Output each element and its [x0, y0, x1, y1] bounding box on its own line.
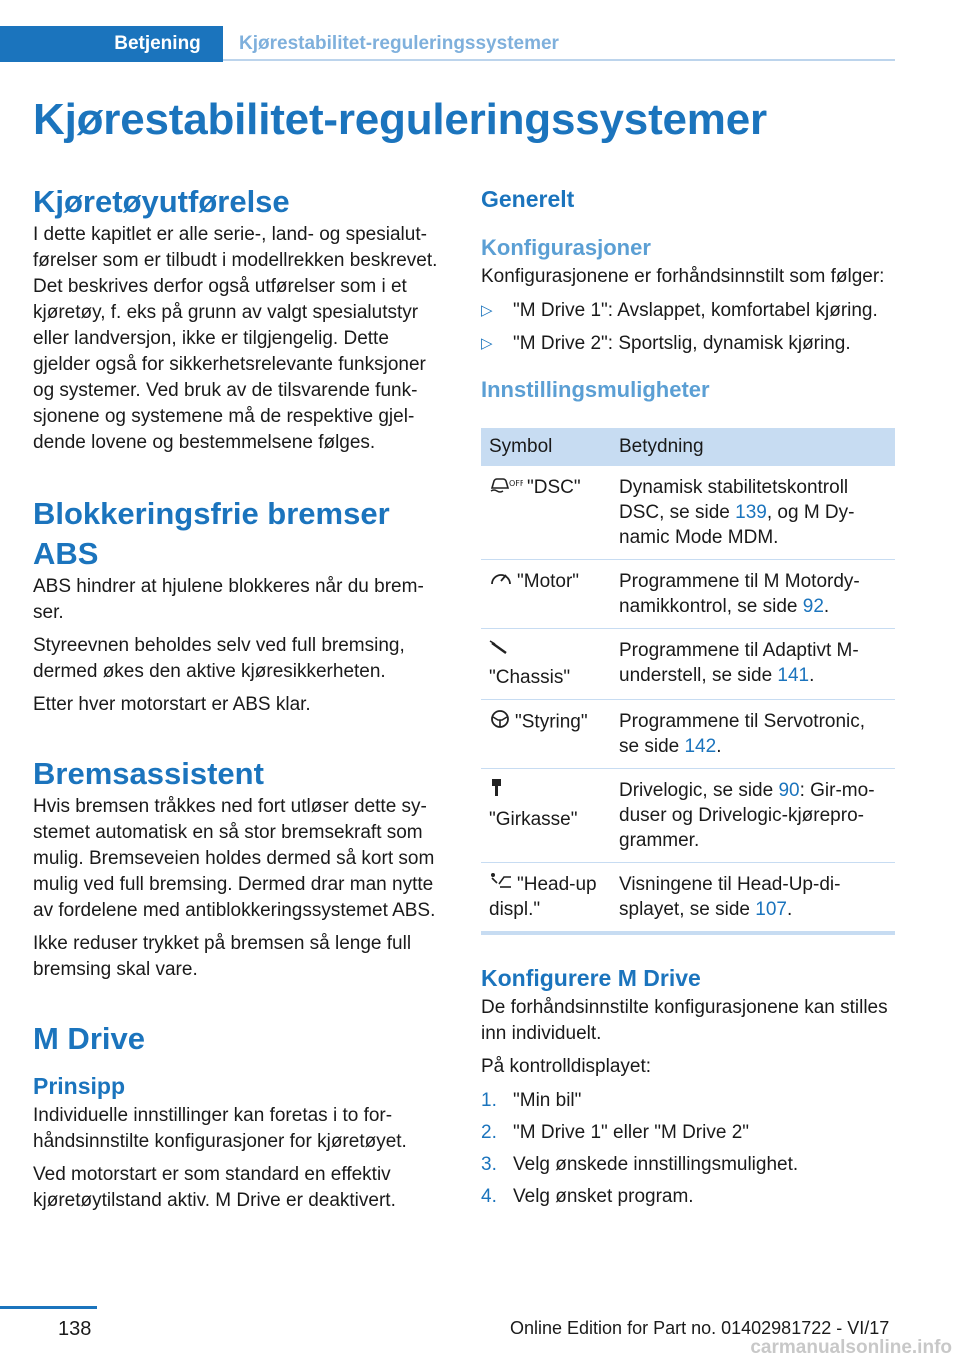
symbol-label: "Styring"	[515, 711, 588, 733]
symbol-label: "Motor"	[517, 571, 580, 592]
page-ref-link[interactable]: 90	[778, 780, 800, 801]
paragraph-konfigurere-1: De forhåndsinnstilte konfigurasjonene kan stilles inn individuelt.	[481, 997, 888, 1045]
paragraph-konfigurasjoner: Konfigurasjonene er forhåndsinnstilt som følger:	[481, 266, 885, 287]
heading-prinsipp: Prinsipp	[33, 1073, 126, 1099]
symbol-label: "Chassis"	[489, 667, 571, 688]
settings-table	[481, 428, 895, 935]
page-ref-link[interactable]: 142	[684, 736, 717, 757]
paragraph-abs-3: Etter hver motorstart er ABS klar.	[33, 694, 311, 715]
steering-wheel-icon	[489, 709, 511, 736]
footer-edition: Online Edition for Part no. 01402981722 - VI/17	[510, 1318, 890, 1338]
list-item: ▷ "M Drive 2": Sportslig, dynamisk kjøring.	[481, 331, 895, 357]
table-row: "Styring" Programmene til Servotronic, se side 142.	[481, 700, 895, 769]
triangle-bullet-icon: ▷	[481, 302, 493, 319]
page-header	[0, 26, 960, 62]
list-item: 3. Velg ønskede innstillingsmulighet.	[481, 1154, 799, 1176]
triangle-bullet-icon: ▷	[481, 335, 493, 352]
page-ref-link[interactable]: 139	[735, 502, 767, 523]
header-section-tab[interactable]: Betjening	[92, 26, 223, 62]
table-row: "Chassis" Programmene til Adaptivt M-understell, se side 141.	[481, 629, 895, 700]
watermark: carmanualsonline.info	[750, 1337, 952, 1358]
page-title: Kjørestabilitet-reguleringssystemer	[33, 95, 767, 144]
paragraph-konfigurere-2: På kontrolldisplayet:	[481, 1056, 652, 1078]
table-row: OFF "DSC" Dynamisk stabilitetskontroll DSC, se side 139, og M Dynamic Mode MDM.	[481, 466, 895, 560]
column-header-symbol: Symbol	[481, 428, 611, 466]
symbol-label: "DSC"	[527, 477, 581, 498]
page-number: 138	[58, 1318, 92, 1340]
list-item: ▷ "M Drive 1": Avslappet, komfortabel kjøring.	[481, 298, 895, 324]
paragraph-kjoretoyutforelse: I dette kapitlet er alle serie-, land- og spesialutførelser som er tilbudt i modellrekken beskrevet. Det beskrives derfor også utførelser som i et kjøretøy, f. eks på grunn av valgt spesialutstyr eller landversjon, ikke er tilgjengelig. Dette gjelder også for sikkerhetsrelevante funksjoner og systemer. Ved bruk av de tilsvarende funksjonene og systemene må de respektive gjeldende lovene og bestemmelsene følges.	[33, 224, 438, 453]
engine-gauge-icon	[489, 569, 513, 594]
left-column	[33, 182, 448, 1214]
gear-shift-icon	[489, 778, 599, 805]
config-bullet-list	[481, 298, 895, 357]
paragraph-bremsassistent-1: Hvis bremsen tråkkes ned fort utløser dette systemet automatisk en så stor bremsekraft som mulig. Bremseveien holdes dermed så kort som mulig ved full bremsing. Dermed drar man nytte av fordelene med antiblokkeringssystemet ABS.	[33, 796, 436, 921]
paragraph-bremsassistent-2: Ikke reduser trykket på bremsen så lenge full bremsing skal vare.	[33, 933, 412, 980]
header-divider	[223, 59, 895, 61]
symbol-label: "Head-up displ."	[489, 874, 597, 921]
heading-konfigurasjoner: Konfigurasjoner	[481, 235, 651, 260]
heading-abs: Blokkeringsfrie bremser ABS	[33, 496, 390, 571]
steps-list	[481, 1088, 895, 1210]
paragraph-abs-2: Styreevnen beholdes selv ved full bremsing, dermed økes den aktive kjøresikkerheten.	[33, 635, 405, 682]
list-item: 1. "Min bil"	[481, 1090, 582, 1112]
heading-bremsassistent: Bremsassistent	[33, 756, 264, 791]
paragraph-prinsipp-1: Individuelle innstillinger kan foretas i to forhåndsinnstilte konfigurasjoner for kjøretøyet.	[33, 1105, 407, 1152]
table-row: "Head-up displ." Visningene til Head-Up-displayet, se side 107.	[481, 863, 895, 934]
heading-generelt: Generelt	[481, 186, 575, 212]
heading-kjoretoyutforelse: Kjøretøyutførelse	[33, 184, 290, 219]
table-row: "Motor" Programmene til M Motordynamikkontrol, se side 92.	[481, 560, 895, 629]
heading-innstillingsmuligheter: Innstillingsmuligheter	[481, 377, 710, 402]
list-item: 2. "M Drive 1" eller "M Drive 2"	[481, 1122, 750, 1144]
dsc-off-icon	[489, 475, 523, 500]
paragraph-prinsipp-2: Ved motorstart er som standard en effektiv kjøretøytilstand aktiv. M Drive er deaktivert.	[33, 1164, 396, 1211]
page-ref-link[interactable]: 107	[755, 899, 787, 920]
heading-m-drive: M Drive	[33, 1021, 145, 1056]
table-row: "Girkasse" Drivelogic, se side 90: Gir-moduser og Drivelogic-kjøreprogrammer.	[481, 769, 895, 863]
column-header-betydning: Betydning	[611, 428, 895, 466]
svg-text:OFF: OFF	[509, 479, 523, 489]
table-header-row	[481, 428, 895, 466]
page-ref-link[interactable]: 141	[777, 665, 810, 686]
header-breadcrumb[interactable]: Kjørestabilitet-reguleringssystemer	[239, 33, 559, 54]
footer-accent-line	[0, 1306, 97, 1309]
right-column	[481, 182, 895, 1216]
paragraph-abs-1: ABS hindrer at hjulene blokkeres når du bremser.	[33, 576, 424, 623]
header-accent-bar	[0, 26, 92, 62]
head-up-display-icon	[489, 872, 513, 897]
symbol-label: "Girkasse"	[489, 809, 578, 830]
list-item: 4. Velg ønsket program.	[481, 1186, 694, 1208]
heading-konfigurere-m-drive: Konfigurere M Drive	[481, 965, 701, 992]
shock-absorber-icon	[489, 638, 599, 663]
page-ref-link[interactable]: 92	[802, 596, 824, 617]
